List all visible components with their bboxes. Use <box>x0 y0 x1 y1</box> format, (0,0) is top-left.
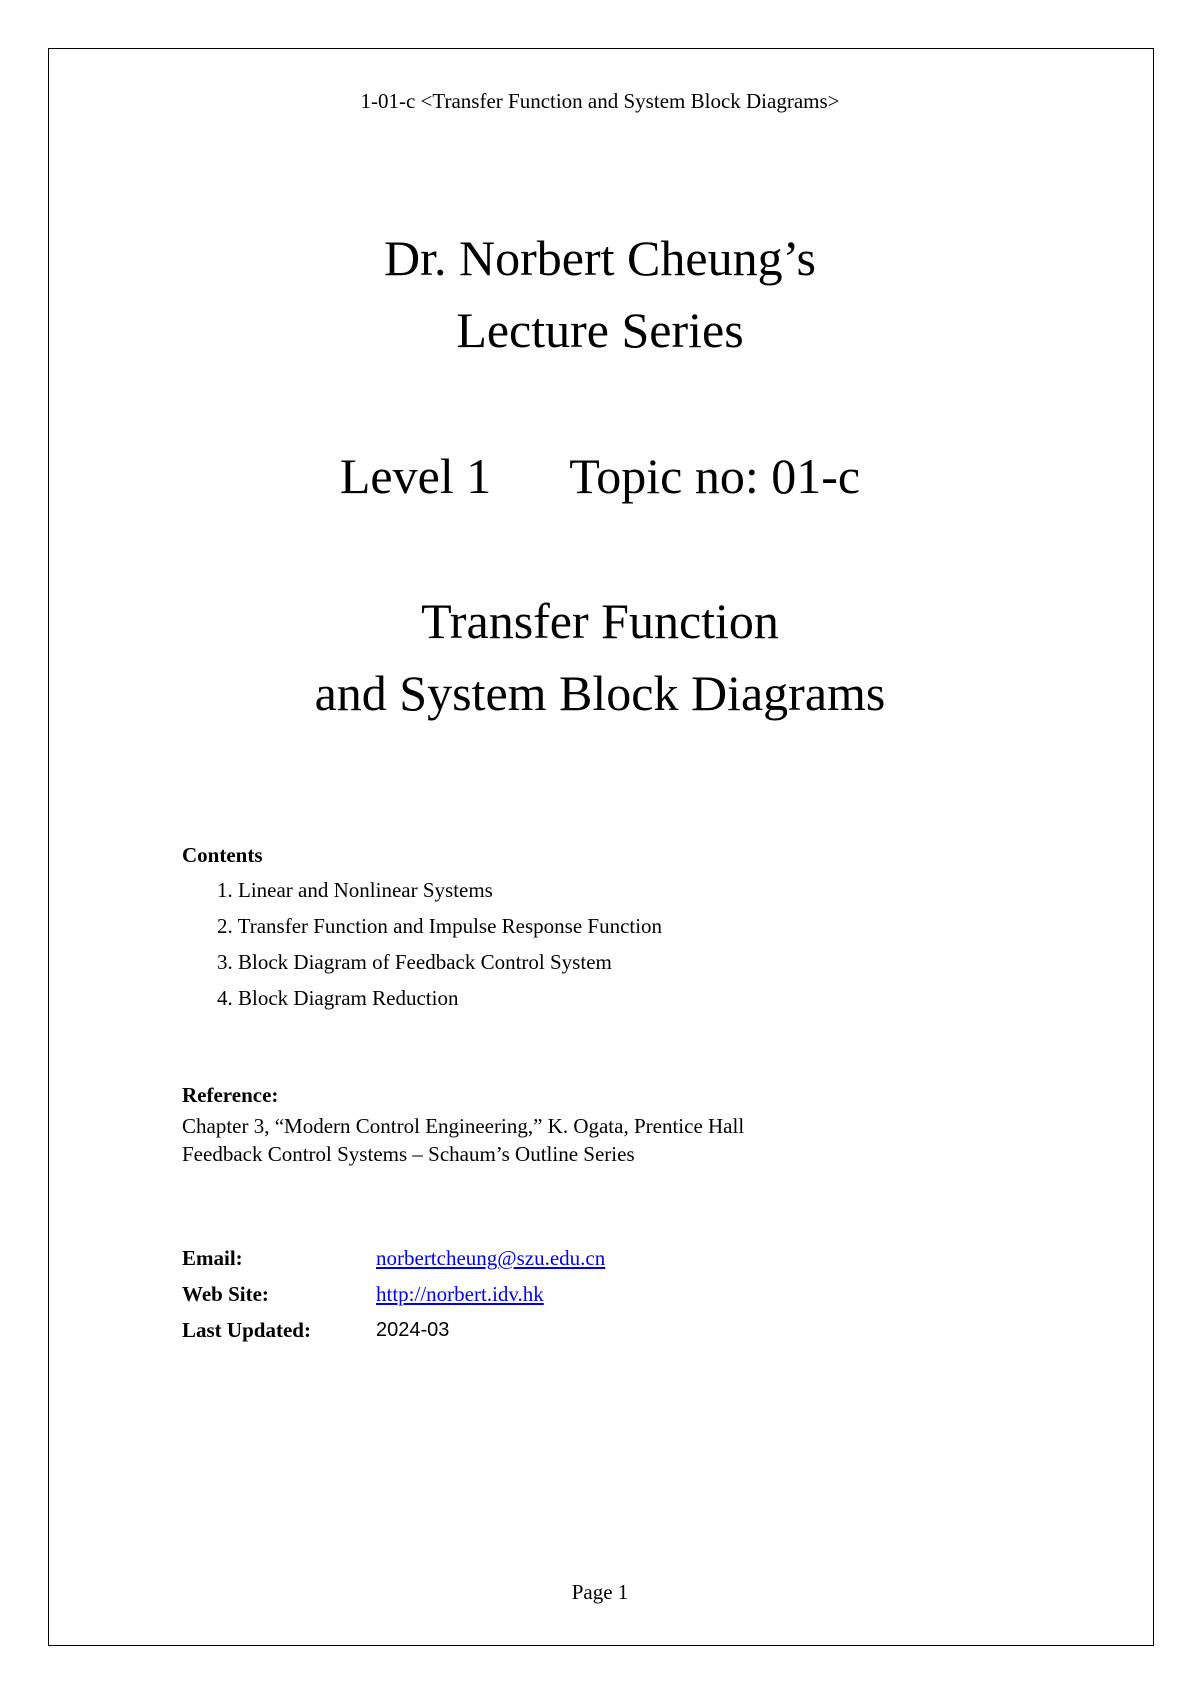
topic-title-line-2: and System Block Diagrams <box>314 665 886 721</box>
last-updated-row <box>182 1312 605 1348</box>
email-label: Email: <box>182 1246 243 1270</box>
level-label: Level 1 <box>339 448 492 504</box>
reference-section <box>182 1078 744 1168</box>
contents-heading: Contents <box>182 843 263 867</box>
contents-section <box>182 838 662 1016</box>
contents-item: 4. Block Diagram Reduction <box>217 986 459 1010</box>
running-header: 1-01-c <Transfer Function and System Block Diagrams> <box>360 89 840 113</box>
contents-item: 3. Block Diagram of Feedback Control System <box>217 950 612 974</box>
contents-item: 1. Linear and Nonlinear Systems <box>217 878 493 902</box>
level-topic-line <box>0 440 1200 512</box>
contact-info <box>182 1240 605 1348</box>
contents-list <box>182 872 662 1016</box>
topic-title-line-1: Transfer Function <box>421 593 779 649</box>
reference-line: Chapter 3, “Modern Control Engineering,” K. Ogata, Prentice Hall <box>182 1114 745 1138</box>
email-link[interactable]: norbertcheung@szu.edu.cn <box>376 1246 606 1270</box>
title-line-2: Lecture Series <box>456 302 744 358</box>
website-row <box>182 1276 605 1312</box>
website-link[interactable]: http://norbert.idv.hk <box>376 1282 544 1306</box>
lecture-series-title <box>0 222 1200 366</box>
contents-item: 2. Transfer Function and Impulse Response Function <box>217 914 663 938</box>
title-line-1: Dr. Norbert Cheung’s <box>384 230 816 286</box>
reference-heading: Reference: <box>182 1083 279 1107</box>
page-number: Page 1 <box>571 1580 629 1604</box>
last-updated-label: Last Updated: <box>182 1318 311 1342</box>
topic-title <box>0 585 1200 729</box>
email-row <box>182 1240 605 1276</box>
topic-number: Topic no: 01-c <box>569 448 861 504</box>
website-label: Web Site: <box>182 1282 269 1306</box>
reference-line: Feedback Control Systems – Schaum’s Outline Series <box>182 1142 635 1166</box>
last-updated-value: 2024-03 <box>376 1319 450 1341</box>
